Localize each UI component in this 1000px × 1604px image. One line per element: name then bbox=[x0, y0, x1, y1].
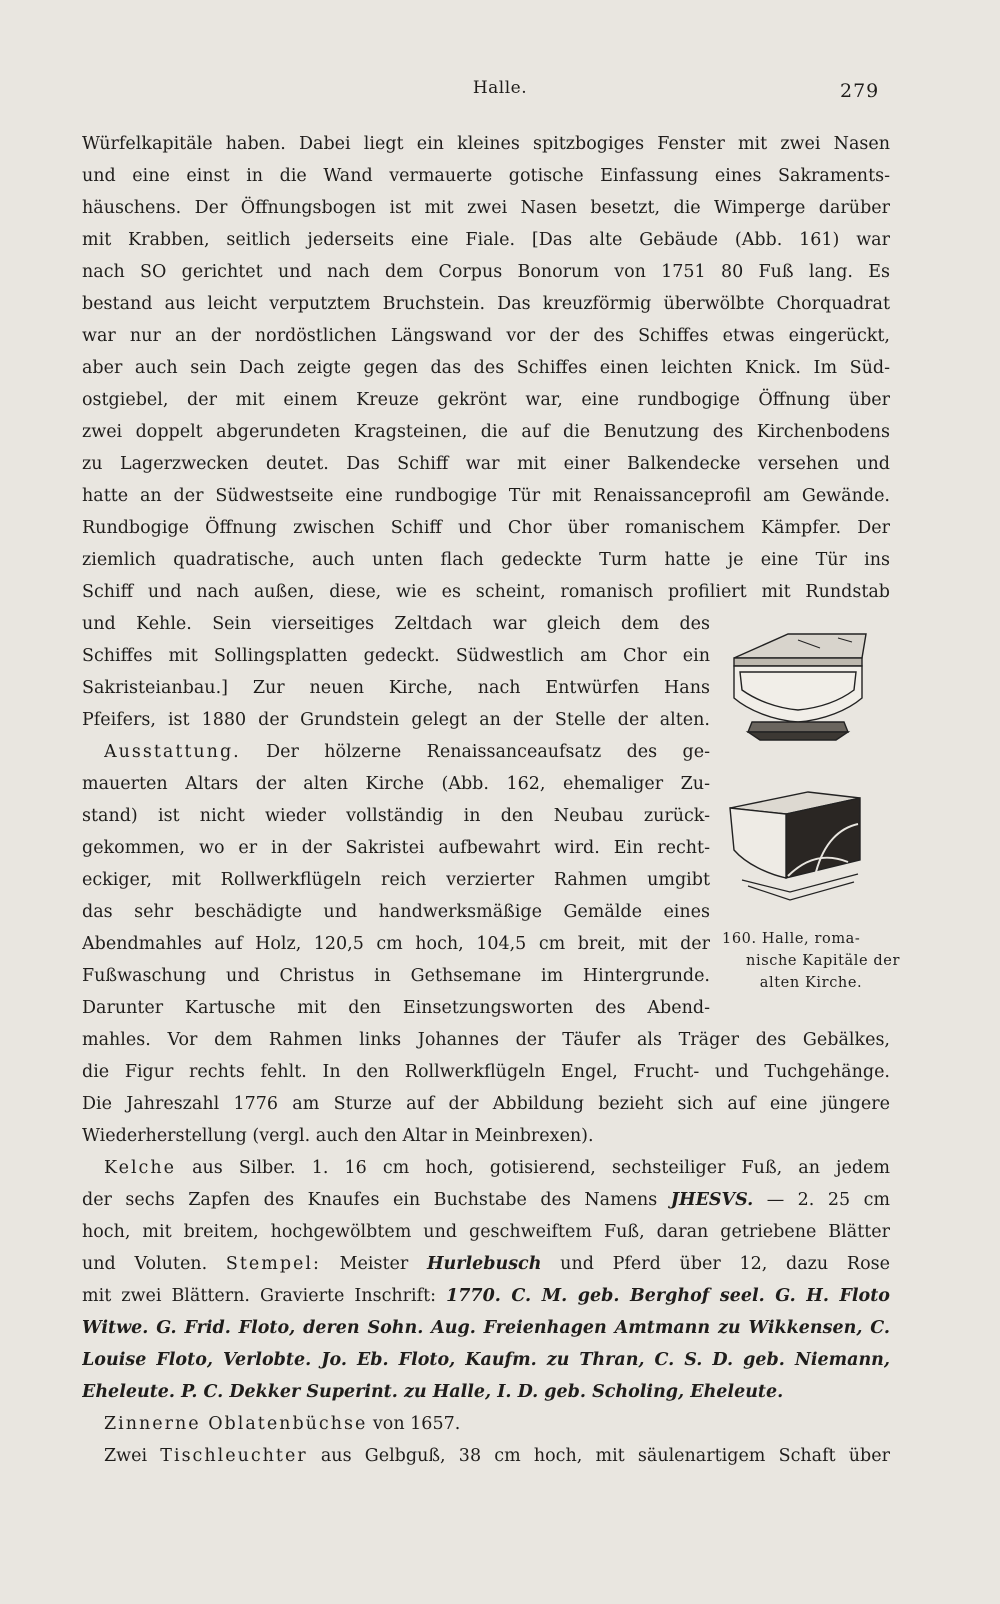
section-term: Stempel: bbox=[225, 1254, 321, 1274]
text-line bbox=[82, 1280, 890, 1312]
capitals-illustration bbox=[728, 628, 898, 923]
text-span: Der hölzerne Renaissanceaufsatz des ge- bbox=[266, 742, 710, 762]
text-line: ostgiebel, der mit einem Kreuze gekrönt war, eine rundbogige Öffnung über bbox=[82, 390, 890, 410]
text-line: hatte an der Südwestseite eine rundbogige Tür mit Renaissanceprofil am Gewände. bbox=[82, 486, 890, 506]
text-line: ziemlich quadratische, auch unten flach gedeckte Turm hatte je eine Tür ins bbox=[82, 550, 890, 570]
text-span: und Voluten. bbox=[82, 1254, 208, 1274]
text-line: gekommen, wo er in der Sakristei aufbewahrt wird. Ein recht- bbox=[82, 838, 710, 858]
text-line: mauerten Altars der alten Kirche (Abb. 162, ehemaliger Zu- bbox=[82, 774, 710, 794]
text-span: — 2. 25 cm bbox=[766, 1190, 890, 1210]
text-line: Pfeifers, ist 1880 der Grundstein gelegt an der Stelle der alten. bbox=[82, 710, 710, 730]
italic-name: Hurlebusch bbox=[426, 1254, 542, 1274]
section-term: Ausstattung. bbox=[104, 742, 241, 762]
text-span: aus Gelbguß, 38 cm hoch, mit säulenartigem Schaft über bbox=[320, 1446, 890, 1466]
text-line: Abendmahles auf Holz, 120,5 cm hoch, 104,5 cm breit, mit der bbox=[82, 934, 710, 954]
section-term: Kelche bbox=[104, 1158, 176, 1178]
text-line: bestand aus leicht verputztem Bruchstein. Das kreuzförmig überwölbte Chorquadrat bbox=[82, 294, 890, 314]
kelche-first-line bbox=[104, 1152, 890, 1184]
figure-caption bbox=[722, 928, 900, 994]
text-line: Rundbogige Öffnung zwischen Schiff und Chor über romanischem Kämpfer. Der bbox=[82, 518, 890, 538]
text-span: von 1657. bbox=[372, 1414, 461, 1434]
text-line: hoch, mit breitem, hochgewölbtem und geschweiftem Fuß, daran getriebene Blätter bbox=[82, 1222, 890, 1242]
text-line: Schiffes mit Sollingsplatten gedeckt. Südwestlich am Chor ein bbox=[82, 646, 710, 666]
section-term: Tischleuchter bbox=[160, 1446, 308, 1466]
text-span: aus Silber. 1. 16 cm hoch, gotisierend, sechsteiliger Fuß, an jedem bbox=[192, 1158, 890, 1178]
caption-line: nische Kapitäle der bbox=[746, 953, 900, 969]
text-line: Darunter Kartusche mit den Einsetzungsworten des Abend- bbox=[82, 998, 710, 1018]
inscription-line: Eheleute. P. C. Dekker Superint. zu Halle, I. D. geb. Scholing, Eheleute. bbox=[82, 1382, 784, 1402]
text-line: die Figur rechts fehlt. In den Rollwerkflügeln Engel, Frucht- und Tuchgehänge. bbox=[82, 1062, 890, 1082]
section-term: Zinnerne Oblatenbüchse bbox=[104, 1414, 368, 1434]
caption-line: alten Kirche. bbox=[759, 975, 863, 991]
text-line: nach SO gerichtet und nach dem Corpus Bonorum von 1751 80 Fuß lang. Es bbox=[82, 262, 890, 282]
text-line: stand) ist nicht wieder vollständig in den Neubau zurück- bbox=[82, 806, 710, 826]
text-line: und Kehle. Sein vierseitiges Zeltdach war gleich dem des bbox=[82, 614, 710, 634]
text-line: und eine einst in die Wand vermauerte gotische Einfassung eines Sakraments- bbox=[82, 166, 890, 186]
text-line: eckiger, mit Rollwerkflügeln reich verzierter Rahmen umgibt bbox=[82, 870, 710, 890]
caption-line: 160. Halle, roma- bbox=[722, 931, 861, 947]
text-span: der sechs Zapfen des Knaufes ein Buchstabe des Namens bbox=[82, 1190, 658, 1210]
upper-capital-drawing bbox=[734, 634, 866, 740]
ausstattung-first-line bbox=[104, 736, 710, 768]
text-line bbox=[82, 1248, 890, 1280]
text-line: zwei doppelt abgerundeten Kragsteinen, die auf die Benutzung des Kirchenbodens bbox=[82, 422, 890, 442]
text-line: mit Krabben, seitlich jederseits eine Fiale. [Das alte Gebäude (Abb. 161) war bbox=[82, 230, 890, 250]
text-line: häuschens. Der Öffnungsbogen ist mit zwei Nasen besetzt, die Wimperge darüber bbox=[82, 198, 890, 218]
inscription-line: Louise Floto, Verlobte. Jo. Eb. Floto, Kaufm. zu Thran, C. S. D. geb. Niemann, bbox=[82, 1350, 890, 1370]
text-line: Würfelkapitäle haben. Dabei liegt ein kleines spitzbogiges Fenster mit zwei Nasen bbox=[82, 134, 890, 154]
running-title: Halle. bbox=[472, 78, 528, 98]
text-line: Wiederherstellung (vergl. auch den Altar in Meinbrexen). bbox=[82, 1126, 594, 1146]
text-span: Meister bbox=[339, 1254, 409, 1274]
text-span: mit zwei Blättern. Gravierte Inschrift: bbox=[82, 1286, 437, 1306]
inscription-line: Witwe. G. Frid. Floto, deren Sohn. Aug. Freienhagen Amtmann zu Wikkensen, C. bbox=[82, 1318, 890, 1338]
text-line: Sakristeianbau.] Zur neuen Kirche, nach Entwürfen Hans bbox=[82, 678, 710, 698]
text-line: Fußwaschung und Christus in Gethsemane im Hintergrunde. bbox=[82, 966, 710, 986]
italic-name: JHESVS. bbox=[670, 1190, 754, 1210]
text-line: aber auch sein Dach zeigte gegen das des Schiffes einen leichten Knick. Im Süd- bbox=[82, 358, 890, 378]
lower-capital-drawing bbox=[730, 792, 860, 900]
text-line: mahles. Vor dem Rahmen links Johannes der Täufer als Träger des Gebälkes, bbox=[82, 1030, 890, 1050]
text-span: und Pferd über 12, dazu Rose bbox=[560, 1254, 890, 1274]
text-line: Schiff und nach außen, diese, wie es scheint, romanisch profiliert mit Rundstab bbox=[82, 582, 890, 602]
inscription-text: 1770. C. M. geb. Berghof seel. G. H. Floto bbox=[446, 1286, 890, 1306]
text-line: zu Lagerzwecken deutet. Das Schiff war mit einer Balkendecke versehen und bbox=[82, 454, 890, 474]
text-line: war nur an der nordöstlichen Längswand vor der des Schiffes etwas eingerückt, bbox=[82, 326, 890, 346]
text-line: Die Jahreszahl 1776 am Sturze auf der Abbildung bezieht sich auf eine jüngere bbox=[82, 1094, 890, 1114]
text-line: das sehr beschädigte und handwerksmäßige Gemälde eines bbox=[82, 902, 710, 922]
tischleuchter-line bbox=[104, 1440, 890, 1472]
page-number: 279 bbox=[840, 80, 880, 102]
text-span: Zwei bbox=[104, 1446, 148, 1466]
zinnerne-line bbox=[104, 1408, 460, 1440]
text-line bbox=[82, 1184, 890, 1216]
